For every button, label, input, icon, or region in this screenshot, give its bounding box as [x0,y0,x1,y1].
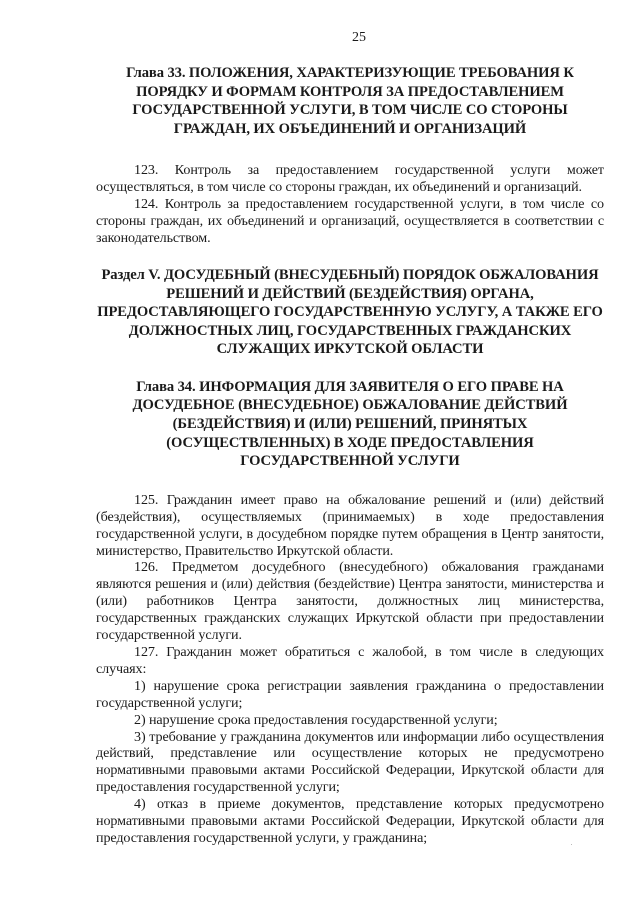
paragraph-123: 123. Контроль за предоставлением государственной услуги может осуществляться, в том числе со стороны граждан, их объединений и организаций. [96,162,604,196]
list-item: 2) нарушение срока предоставления государственной услуги; [134,711,498,728]
list-item: 1) нарушение срока регистрации заявления гражданина о предоставлении государственной услуги; [96,677,604,711]
chapter-34-heading: Глава 34. ИНФОРМАЦИЯ ДЛЯ ЗАЯВИТЕЛЯ О ЕГО ПРАВЕ НА ДОСУДЕБНОЕ (ВНЕСУДЕБНОЕ) ОБЖАЛОВАНИЕ ДЕЙСТВИЙ (БЕЗДЕЙСТВИЯ) И (ИЛИ) РЕШЕНИЙ, ПРИНЯТЫХ (ОСУЩЕСТВЛЕННЫХ) В ХОДЕ ПРЕДОСТАВЛЕНИЯ ГОСУДАРСТВЕННОЙ УСЛУГИ [132,378,568,470]
list-item: 3) требование у гражданина документов или информации либо осуществления действий, представление или осуществление которых не предусмотрено нормативными правовыми актами Российской Федерации, Иркутской области для предоставления государственной услуги; [96,728,604,796]
paragraph-127: 127. Гражданин может обратиться с жалобой, в том числе в следующих случаях: [96,644,604,677]
list-item: 4) отказ в приеме документов, представление которых предусмотрено нормативными правовыми актами Российской Федерации, Иркутской области для предоставления государственной услуги, у гражданина; [96,796,604,846]
chapter-33-heading: Глава 33. ПОЛОЖЕНИЯ, ХАРАКТЕРИЗУЮЩИЕ ТРЕБОВАНИЯ К ПОРЯДКУ И ФОРМАМ КОНТРОЛЯ ЗА ПРЕДОСТАВЛЕНИЕМ ГОСУДАРСТВЕННОЙ УСЛУГИ, В ТОМ ЧИСЛЕ СО СТОРОНЫ ГРАЖДАН, ИХ ОБЪЕДИНЕНИЙ И ОРГАНИЗАЦИЙ [126,65,574,137]
page-number: 25 [352,30,366,45]
scan-speck [571,844,572,845]
paragraph-125: 125. Гражданин имеет право на обжалование решений и (или) действий (бездействия), осуществляемых (принимаемых) в ходе предоставления государственной услуги, в досудебном порядке путем обращения в Центр занятости, министерство, Правительство Иркутской области. [96,491,604,559]
section-5-heading: Раздел V. ДОСУДЕБНЫЙ (ВНЕСУДЕБНЫЙ) ПОРЯДОК ОБЖАЛОВАНИЯ РЕШЕНИЙ И ДЕЙСТВИЙ (БЕЗДЕЙСТВИЯ) ОРГАНА, ПРЕДОСТАВЛЯЮЩЕГО ГОСУДАРСТВЕННУЮ УСЛУГУ, А ТАКЖЕ ЕГО ДОЛЖНОСТНЫХ ЛИЦ, ГОСУДАРСТВЕННЫХ ГРАЖДАНСКИХ СЛУЖАЩИХ ИРКУТСКОЙ ОБЛАСТИ [97,266,603,358]
paragraph-126: 126. Предметом досудебного (внесудебного) обжалования гражданами являются решения и (или) действия (бездействие) Центра занятости, министерства и (или) работников Центра занятости, должностных лиц министерства, государственных гражданских служащих Иркутской области при предоставлении государственной услуги. [96,559,604,644]
paragraph-124: 124. Контроль за предоставлением государственной услуги, в том числе со стороны граждан, их объединений и организаций, осуществляется в соответствии с законодательством. [96,196,604,246]
